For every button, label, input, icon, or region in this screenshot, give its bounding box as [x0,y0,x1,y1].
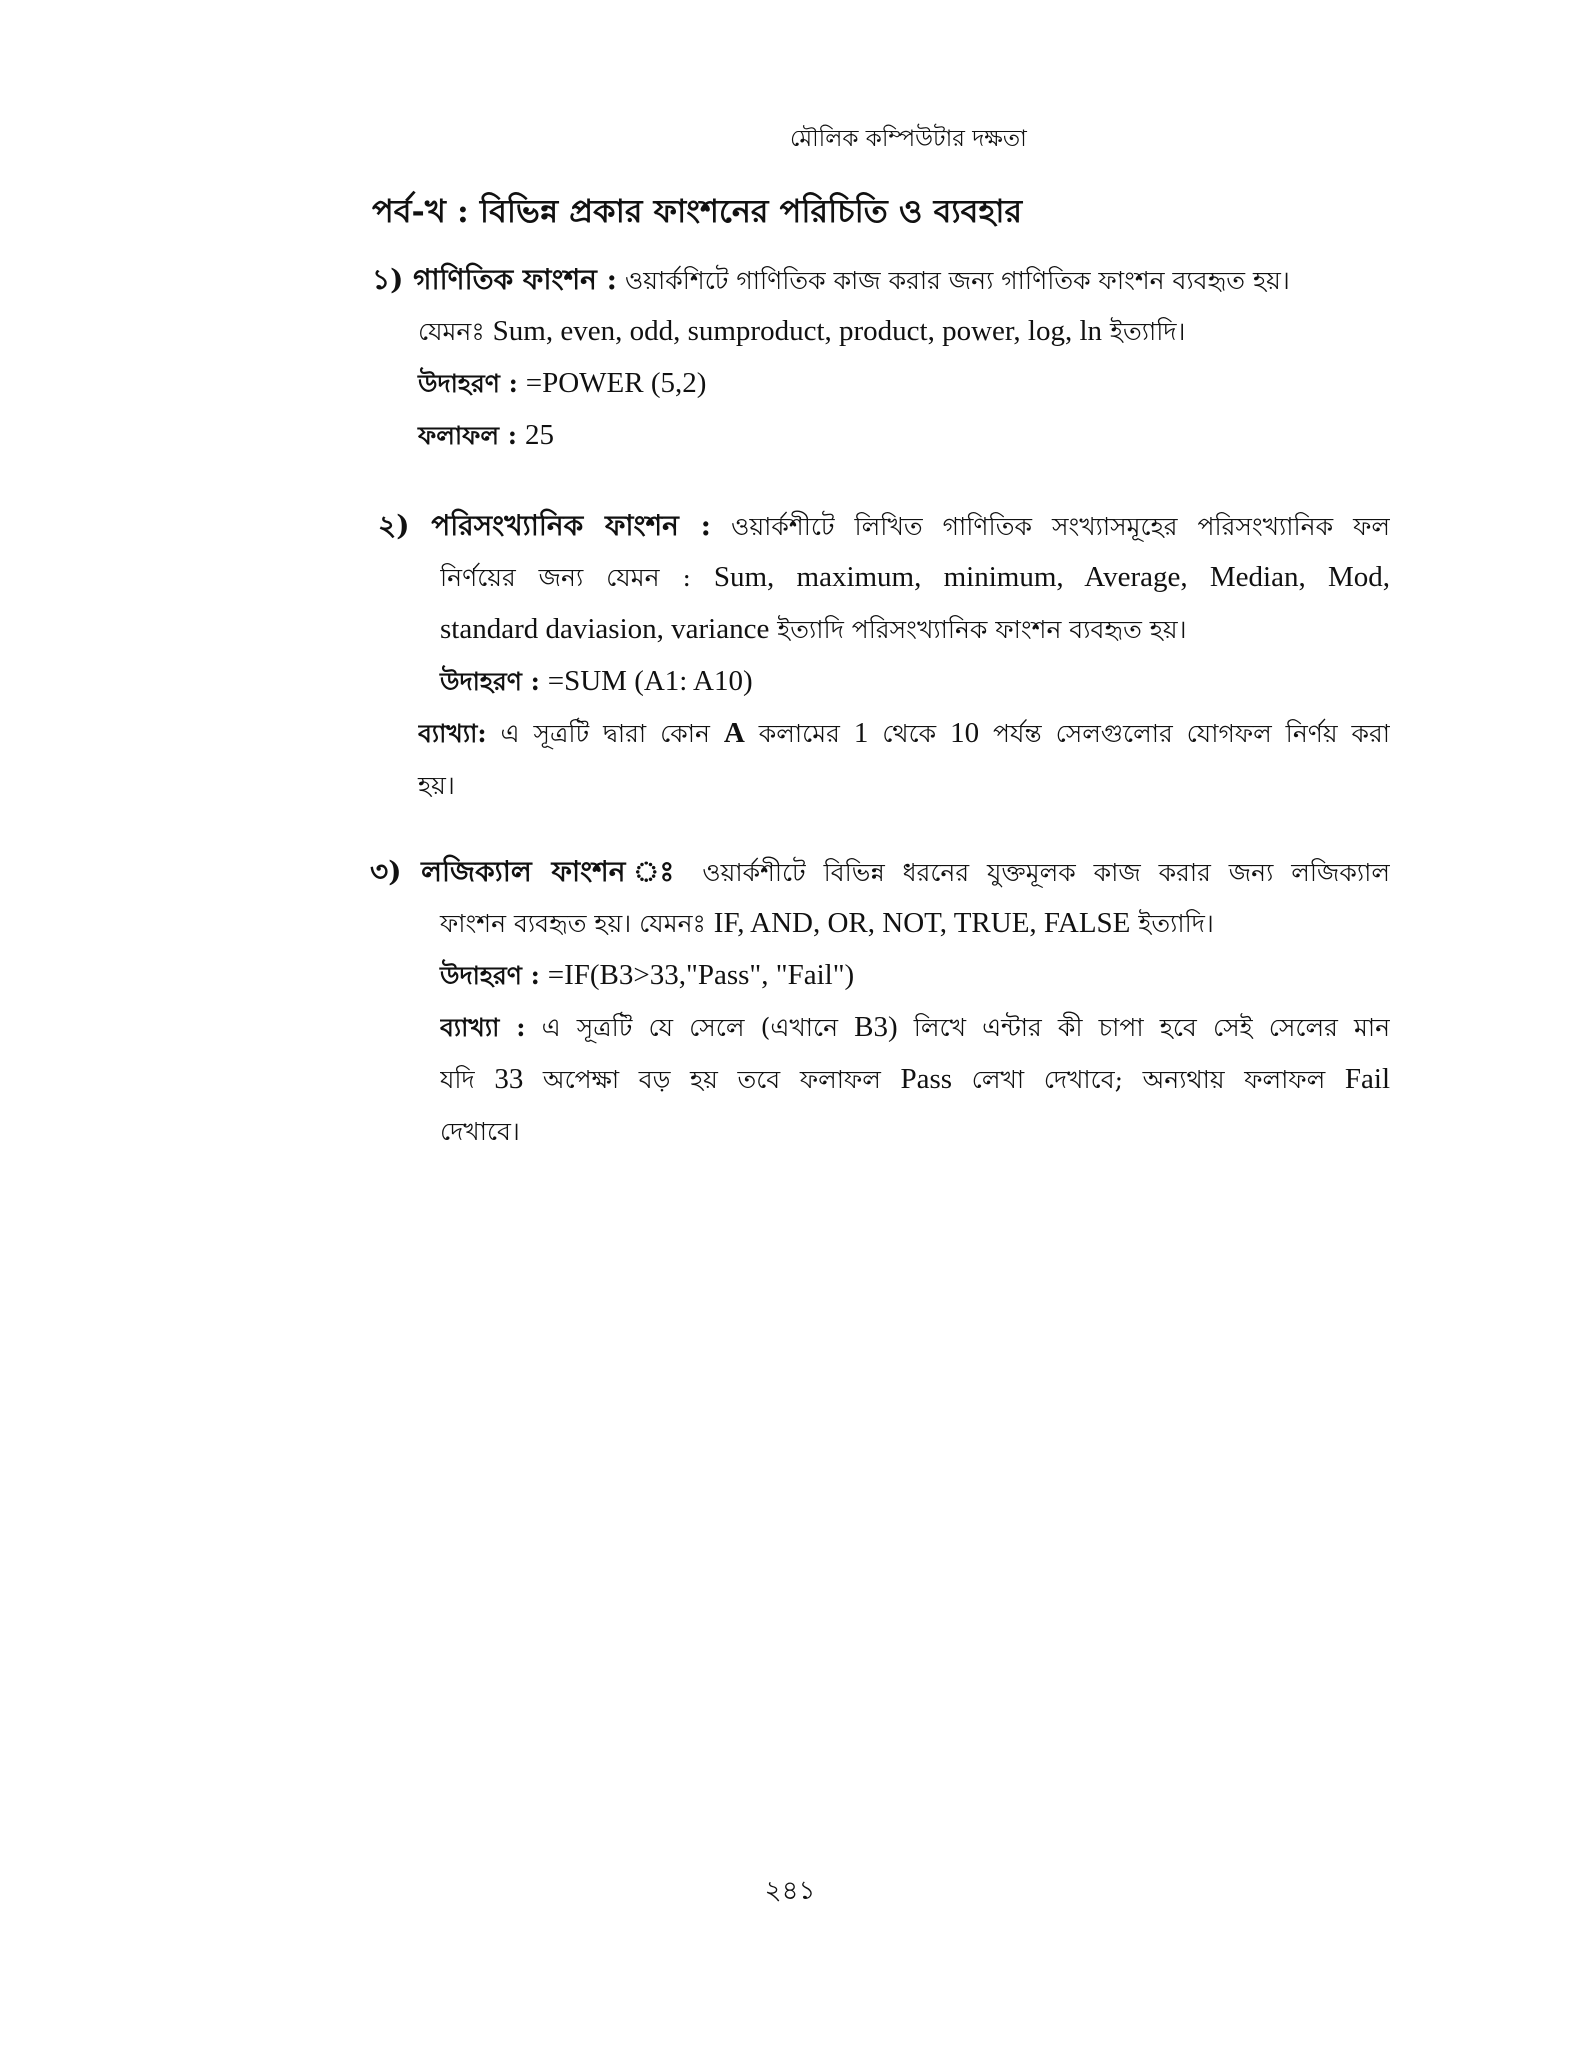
statistical-function-text-2: নির্ণয়ের জন্য যেমন : [440,563,691,592]
example-label: উদাহরণ : [418,369,518,398]
example-formula: =IF(B3>33,"Pass", "Fail") [547,959,855,991]
running-header: মৌলিক কম্পিউটার দক্ষতা [790,126,1027,152]
logical-function-example [440,950,854,1001]
logical-function-list: IF, AND, OR, NOT, TRUE, FALSE [713,907,1131,939]
logical-function-heading: ৩) লজিক্যাল ফাংশন ঃ [370,855,685,888]
example-formula: =SUM (A1: A10) [547,665,753,697]
explanation-number: 33 [494,1063,524,1095]
explanation-label: ব্যাখ্যা: [418,719,487,748]
math-function-heading: ১) গাণিতিক ফাংশন : [372,263,617,296]
explanation-fail: Fail [1344,1063,1390,1095]
explanation-text: যদি [440,1065,475,1094]
statistical-function-list-2: standard daviasion, variance [440,613,770,645]
explanation-text: লেখা দেখাবে; অন্যথায় ফলাফল [971,1065,1326,1094]
explanation-cell: B3) [854,1011,898,1043]
explanation-text: লিখে এন্টার কী চাপা হবে সেই সেলের মান [913,1013,1390,1042]
explanation-text: পর্যন্ত সেলগুলোর যোগফল নির্ণয় করা [993,719,1390,748]
logical-function-explanation-3: দেখাবে। [440,1117,520,1146]
result-label: ফলাফল : [418,421,517,450]
example-label: উদাহরণ : [440,961,540,990]
logical-function-line-1 [370,846,1390,898]
example-label: উদাহরণ : [440,667,540,696]
logical-function-explanation-2 [440,1054,1390,1105]
section-title: পর্ব-খ : বিভিন্ন প্রকার ফাংশনের পরিচিতি ও ব্যবহার [372,192,1023,230]
logical-function-text-2: ফাংশন ব্যবহৃত হয়। যেমনঃ [440,909,706,938]
logical-function-text-1: ওয়ার্কশীটে বিভিন্ন ধরনের যুক্তমূলক কাজ করার জন্য লজিক্যাল [702,858,1390,887]
examples-prefix: যেমনঃ [418,317,485,346]
explanation-text: থেকে [882,719,937,748]
explanation-text: এ সূত্রটি দ্বারা কোন [500,719,710,748]
logical-function-explanation-1 [440,1002,1390,1053]
explanation-text: কলামের [758,719,840,748]
explanation-column: A [723,717,745,749]
explanation-number: 1 [853,717,869,749]
statistical-function-text-3: ইত্যাদি পরিসংখ্যানিক ফাংশন ব্যবহৃত হয়। [777,615,1187,644]
page-number: ২৪১ [764,1876,816,1906]
example-formula: =POWER (5,2) [525,367,707,399]
explanation-number: 10 [950,717,980,749]
explanation-text: এ সূত্রটি যে সেলে (এখানে [541,1013,838,1042]
logical-function-line-2 [440,898,1214,949]
statistical-function-heading: ২) পরিসংখ্যানিক ফাংশন : [378,509,712,542]
examples-list: Sum, even, odd, sumproduct, product, power, log, ln [492,315,1103,347]
statistical-function-text-1: ওয়ার্কশীটে লিখিত গাণিতিক সংখ্যাসমূহের পরিসংখ্যানিক ফল [731,512,1390,541]
result-value: 25 [524,419,554,451]
explanation-text: অপেক্ষা বড় হয় তবে ফলাফল [542,1065,881,1094]
statistical-function-explanation-2: হয়। [418,771,455,800]
explanation-pass: Pass [900,1063,953,1095]
examples-suffix: ইত্যাদি। [1109,317,1186,346]
math-function-description: ওয়ার্কশিটে গাণিতিক কাজ করার জন্য গাণিতিক ফাংশন ব্যবহৃত হয়। [624,266,1290,295]
statistical-function-list: Sum, maximum, minimum, Average, Median, Mod, [713,561,1390,593]
explanation-label: ব্যাখ্যা : [440,1013,526,1042]
logical-function-suffix: ইত্যাদি। [1138,909,1214,938]
